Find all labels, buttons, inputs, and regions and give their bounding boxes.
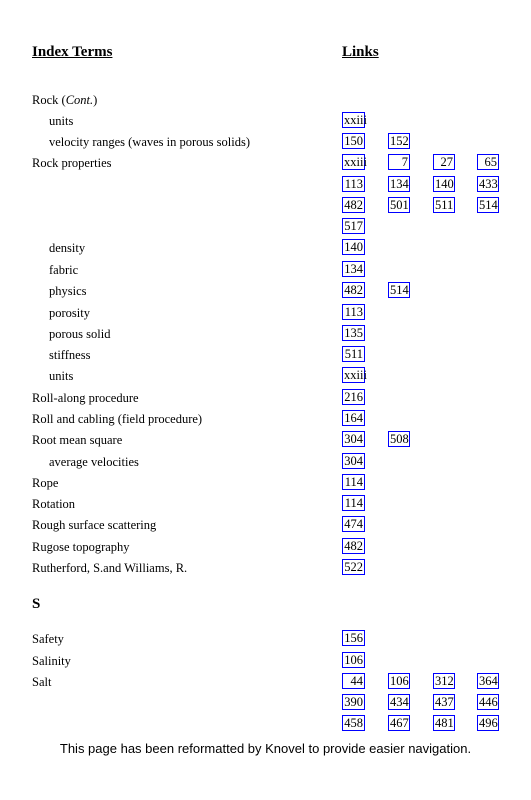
page-link[interactable]: 364 [479,674,498,688]
page-link[interactable]: 304 [342,431,365,447]
page-link[interactable]: 482 [342,282,365,298]
page-link[interactable]: 458 [342,715,365,731]
index-term: Root mean square [32,433,123,447]
index-entry-row [0,717,531,737]
page-link[interactable]: xxiii [344,368,367,382]
page-link[interactable]: 140 [435,177,454,191]
page-link[interactable]: 304 [342,453,365,469]
page-link[interactable]: 134 [342,261,365,277]
page-link[interactable]: 482 [342,538,365,554]
page-link[interactable]: xxiii [344,113,367,127]
index-term: Rough surface scattering [32,518,157,532]
page-link[interactable]: xxiii [344,155,367,169]
index-term: Rock (Cont.) [32,93,98,107]
index-entry-row [0,93,531,113]
index-term: Rotation [32,497,76,511]
page-link[interactable]: 481 [435,716,454,730]
index-term: units [49,369,74,383]
page-link[interactable]: 113 [342,304,365,320]
index-entry-row [0,114,531,134]
page-link[interactable]: 390 [342,694,365,710]
index-entry-row [0,199,531,219]
index-term: Safety [32,632,64,646]
page-link[interactable]: 501 [390,198,409,212]
index-entry-row [0,561,531,581]
index-term: physics [49,284,87,298]
index-entry-row [0,348,531,368]
page-link[interactable]: 150 [342,133,365,149]
page-link[interactable]: 164 [342,410,365,426]
index-entry-row [0,455,531,475]
page-link[interactable]: 27 [433,154,455,170]
index-entry-row [0,540,531,560]
index-term: Rugose topography [32,540,130,554]
links-header: Links [342,44,379,60]
page-link[interactable]: 135 [342,325,365,341]
index-term: Roll and cabling (field procedure) [32,412,203,426]
page-link[interactable]: 114 [342,495,365,511]
index-entry-row [0,696,531,716]
index-terms-header: Index Terms [32,44,113,60]
index-entry-row [0,476,531,496]
page-link[interactable]: 433 [479,177,498,191]
index-term: Salinity [32,654,71,668]
index-entry-row [0,241,531,261]
index-entry-row [0,518,531,538]
page-link[interactable]: 437 [435,695,454,709]
index-entry-row [0,412,531,432]
page-link[interactable]: 65 [477,154,499,170]
index-entry-row [0,135,531,155]
index-term: units [49,114,74,128]
page-link[interactable]: 7 [388,154,410,170]
index-term: density [49,241,86,255]
index-entry-row [0,156,531,176]
page-link[interactable]: 106 [390,674,409,688]
index-entry-row [0,284,531,304]
index-entry-row [0,433,531,453]
index-entry-row [0,220,531,240]
reformat-footer: This page has been reformatted by Knovel to provide easier navigation. [59,741,472,756]
page-link[interactable]: 446 [479,695,498,709]
index-term: Roll-along procedure [32,391,139,405]
page-link[interactable]: 152 [390,134,409,148]
index-entry-row [0,497,531,517]
page-link[interactable]: 511 [342,346,365,362]
page-link[interactable]: 467 [390,716,409,730]
page-link[interactable]: 140 [342,239,365,255]
page-link[interactable]: 114 [342,474,365,490]
index-entry-row [0,306,531,326]
index-term: porosity [49,306,90,320]
page-link[interactable]: 514 [390,283,409,297]
page-link[interactable]: 44 [342,673,365,689]
index-entry-row [0,263,531,283]
page-link[interactable]: 134 [390,177,409,191]
index-entry-row [0,369,531,389]
index-term: velocity ranges (waves in porous solids) [49,135,251,149]
page-link[interactable]: 482 [342,197,365,213]
index-term: stiffness [49,348,91,362]
page-link[interactable]: 113 [342,176,365,192]
page-link[interactable]: 508 [390,432,409,446]
page-link[interactable]: 517 [342,218,365,234]
index-entry-row [0,391,531,411]
index-entry-row [0,632,531,652]
index-entry-row [0,327,531,347]
index-entry-row [0,654,531,674]
page-link[interactable]: 156 [342,630,365,646]
page-link[interactable]: 106 [342,652,365,668]
index-term: Rope [32,476,59,490]
page-link[interactable]: 216 [342,389,365,405]
page-link[interactable]: 434 [390,695,409,709]
index-term: porous solid [49,327,111,341]
index-term: Rock properties [32,156,112,170]
index-entry-row [0,675,531,695]
page-link[interactable]: 496 [479,716,498,730]
section-letter-s: S [32,596,41,612]
page-link[interactable]: 511 [435,198,454,212]
index-term: Rutherford, S.and Williams, R. [32,561,188,575]
index-entry-row [0,178,531,198]
page-link[interactable]: 312 [435,674,454,688]
index-term: Salt [32,675,52,689]
index-term: fabric [49,263,79,277]
index-term: average velocities [49,455,139,469]
page-link[interactable]: 514 [479,198,498,212]
page-link[interactable]: 522 [342,559,365,575]
page-link[interactable]: 474 [342,516,365,532]
